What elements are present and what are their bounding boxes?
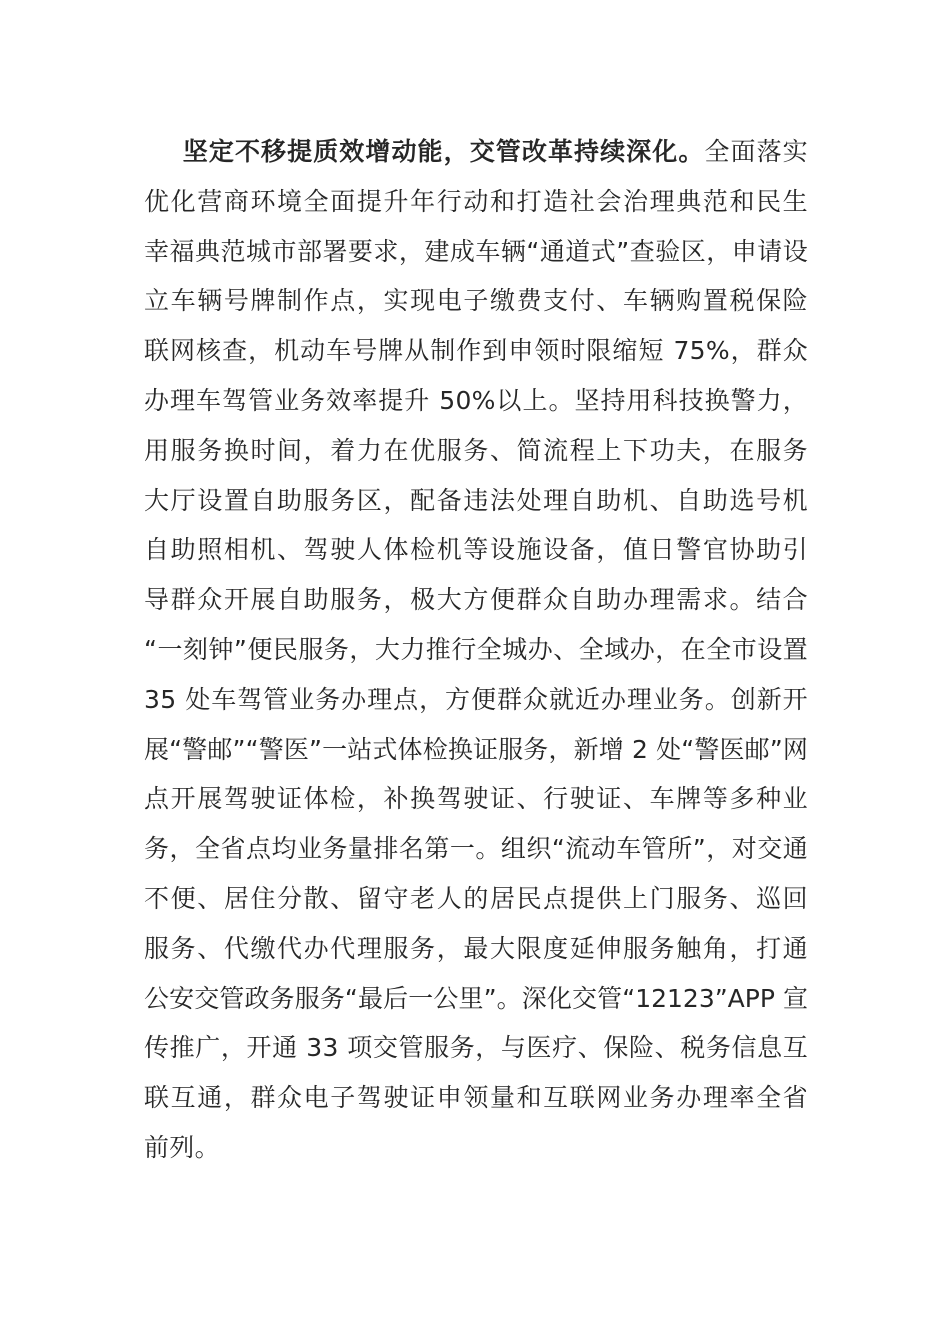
paragraph-line: 联互通，群众电子驾驶证申领量和互联网业务办理率全省 bbox=[144, 1083, 808, 1113]
paragraph-line: 办理车驾管业务效率提升 50%以上。坚持用科技换警力， bbox=[144, 385, 808, 415]
lead-sentence: 坚定不移提质效增动能，交管改革持续深化。 bbox=[182, 137, 705, 166]
paragraph-line: 公安交管政务服务“最后一公里”。深化交管“12123”APP 宣 bbox=[144, 983, 808, 1013]
paragraph-line: 展“警邮”“警医”一站式体检换证服务，新增 2 处“警医邮”网 bbox=[144, 734, 808, 764]
paragraph-line: 优化营商环境全面提升年行动和打造社会治理典范和民生 bbox=[144, 186, 808, 216]
paragraph-line: 导群众开展自助服务，极大方便群众自助办理需求。结合 bbox=[144, 585, 808, 615]
first-line-rest: 全面落实 bbox=[704, 137, 808, 166]
paragraph-line-last: 前列。 bbox=[144, 1132, 220, 1162]
paragraph-line: 立车辆号牌制作点，实现电子缴费支付、车辆购置税保险 bbox=[144, 286, 808, 316]
paragraph-line: 大厅设置自助服务区，配备违法处理自助机、自助选号机 bbox=[144, 485, 808, 515]
paragraph-line: 传推广，开通 33 项交管服务，与医疗、保险、税务信息互 bbox=[144, 1033, 808, 1063]
paragraph-line: 用服务换时间，着力在优服务、简流程上下功夫，在服务 bbox=[144, 435, 808, 465]
paragraph-line-1 bbox=[144, 127, 808, 177]
paragraph-line: 幸福典范城市部署要求，建成车辆“通道式”查验区，申请设 bbox=[144, 236, 808, 266]
paragraph-line: 点开展驾驶证体检，补换驾驶证、行驶证、车牌等多种业 bbox=[144, 784, 808, 814]
paragraph-line: “一刻钟”便民服务，大力推行全城办、全域办，在全市设置 bbox=[144, 634, 808, 664]
paragraph-line: 服务、代缴代办代理服务，最大限度延伸服务触角，打通 bbox=[144, 933, 808, 963]
body-paragraph bbox=[144, 127, 808, 1173]
paragraph-line: 不便、居住分散、留守老人的居民点提供上门服务、巡回 bbox=[144, 883, 808, 913]
paragraph-line: 务，全省点均业务量排名第一。组织“流动车管所”，对交通 bbox=[144, 834, 808, 864]
paragraph-line: 35 处车驾管业务办理点，方便群众就近办理业务。创新开 bbox=[144, 684, 808, 714]
paragraph-line: 自助照相机、驾驶人体检机等设施设备，值日警官协助引 bbox=[144, 535, 808, 565]
paragraph-line: 联网核查，机动车号牌从制作到申领时限缩短 75%，群众 bbox=[144, 336, 808, 366]
